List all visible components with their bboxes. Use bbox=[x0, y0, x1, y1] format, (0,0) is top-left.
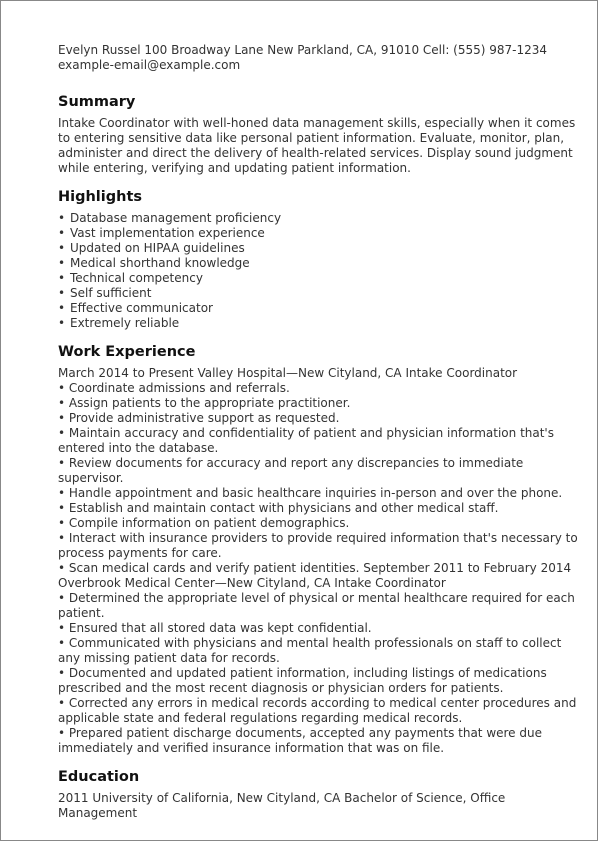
summary-heading: Summary bbox=[58, 94, 136, 110]
work-line: • Provide administrative support as requested. bbox=[58, 411, 340, 425]
education-heading: Education bbox=[58, 769, 140, 785]
summary-text: Intake Coordinator with well-honed data management skills, especially when it comes to entering sensitive data like personal patient information. Evaluate, monitor, plan, administer and direct the delivery of health-related services. Display sound judgment while entering, verifying and updating patient information. bbox=[58, 116, 576, 175]
highlight-item: • Self sufficient bbox=[58, 286, 584, 301]
work-line: March 2014 to Present Valley Hospital—New Cityland, CA Intake Coordinator bbox=[58, 366, 518, 380]
work-line: • Corrected any errors in medical records according to medical center procedures and applicable state and federal regulations regarding medical records. bbox=[58, 696, 577, 725]
work-line: • Assign patients to the appropriate practitioner. bbox=[58, 396, 351, 410]
work-line: • Scan medical cards and verify patient identities. September 2011 to February 2014 Overbrook Medical Center—New Cityland, CA Intake Coordinator bbox=[58, 561, 572, 590]
highlight-item: • Medical shorthand knowledge bbox=[58, 256, 584, 271]
work-line: • Coordinate admissions and referrals. bbox=[58, 381, 290, 395]
highlights-list bbox=[58, 211, 584, 331]
work-line: • Prepared patient discharge documents, accepted any payments that were due immediately and verified insurance information that was on file. bbox=[58, 726, 542, 755]
work-line: • Establish and maintain contact with physicians and other medical staff. bbox=[58, 501, 499, 515]
highlights-heading: Highlights bbox=[58, 189, 143, 205]
work-line: • Communicated with physicians and mental health professionals on staff to collect any missing patient data for records. bbox=[58, 636, 562, 665]
work-line: • Documented and updated patient information, including listings of medications prescribed and the most recent diagnosis or physician orders for patients. bbox=[58, 666, 547, 695]
highlight-item: • Vast implementation experience bbox=[58, 226, 584, 241]
highlight-item: • Technical competency bbox=[58, 271, 584, 286]
contact-info: Evelyn Russel 100 Broadway Lane New Parkland, CA, 91010 Cell: (555) 987-1234 example-email@example.com bbox=[58, 43, 548, 72]
highlight-item: • Updated on HIPAA guidelines bbox=[58, 241, 584, 256]
resume-content bbox=[58, 43, 584, 821]
work-line: • Maintain accuracy and confidentiality of patient and physician information that's entered into the database. bbox=[58, 426, 554, 455]
highlight-item: • Extremely reliable bbox=[58, 316, 584, 331]
work-experience-heading: Work Experience bbox=[58, 344, 196, 360]
work-line: • Compile information on patient demographics. bbox=[58, 516, 350, 530]
highlight-item: • Database management proficiency bbox=[58, 211, 584, 226]
work-line: • Handle appointment and basic healthcare inquiries in-person and over the phone. bbox=[58, 486, 563, 500]
education-text: 2011 University of California, New Cityland, CA Bachelor of Science, Office Management bbox=[58, 791, 506, 820]
work-line: • Determined the appropriate level of physical or mental healthcare required for each patient. bbox=[58, 591, 575, 620]
work-line: • Interact with insurance providers to provide required information that's necessary to process payments for care. bbox=[58, 531, 578, 560]
work-line: • Review documents for accuracy and report any discrepancies to immediate supervisor. bbox=[58, 456, 524, 485]
highlight-item: • Effective communicator bbox=[58, 301, 584, 316]
work-experience-list bbox=[58, 366, 584, 756]
work-line: • Ensured that all stored data was kept confidential. bbox=[58, 621, 372, 635]
